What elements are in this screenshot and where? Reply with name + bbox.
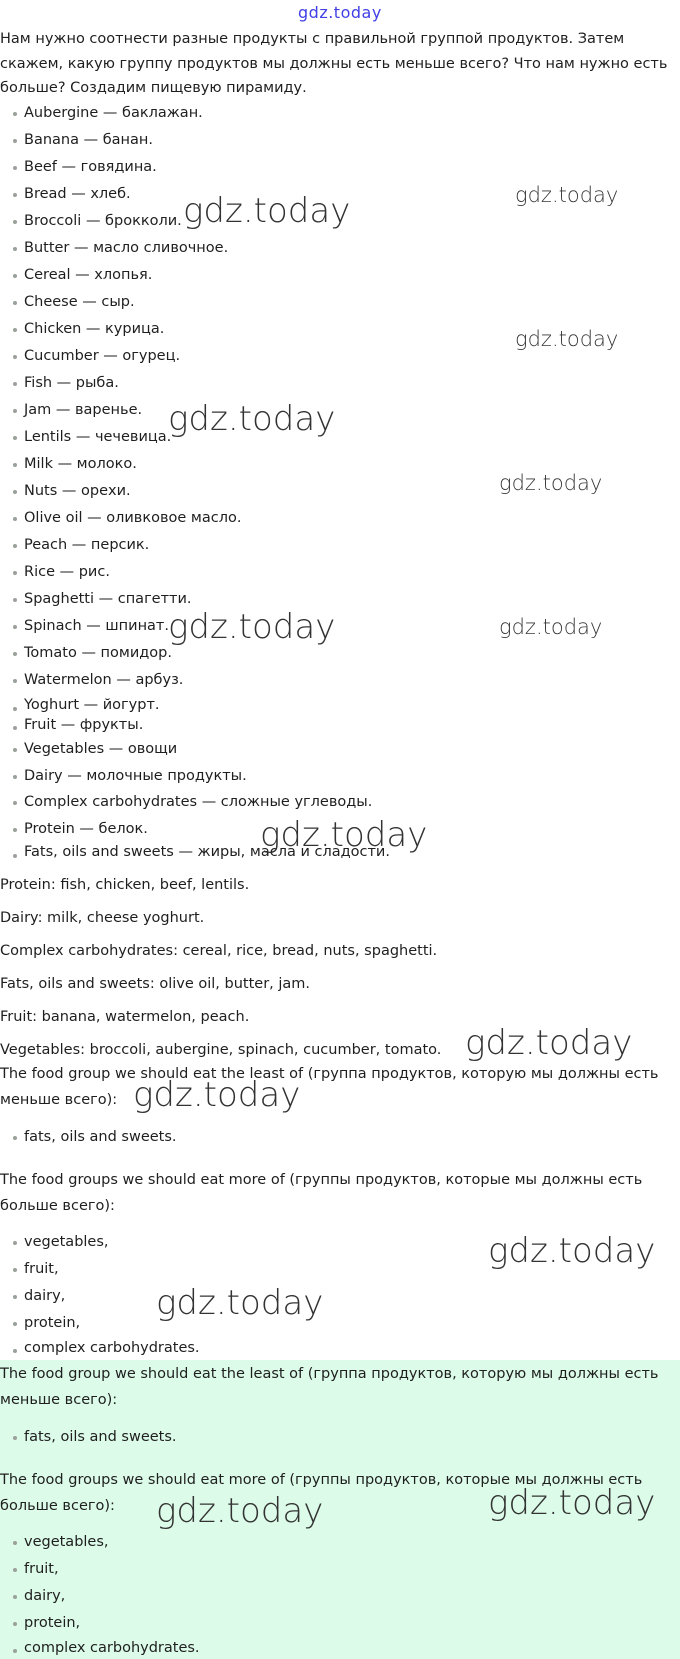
least-list-highlighted [12, 1424, 662, 1451]
list-item: vegetables, [12, 1229, 662, 1256]
site-logo[interactable]: gdz.today [298, 3, 382, 22]
watermark: gdz.today [499, 471, 603, 495]
list-item: fats, oils and sweets. [12, 1424, 662, 1451]
list-item: Cheese — сыр. [12, 289, 662, 316]
watermark: gdz.today [183, 191, 351, 231]
least-heading: The food group we should eat the least of (группа продуктов, которую мы должны есть меньше всего): [0, 1066, 659, 1108]
list-item: Beef — говядина. [12, 154, 662, 181]
list-item: Fruit — фрукты. [12, 714, 662, 736]
watermark: gdz.today [133, 1075, 301, 1115]
group-fruit: Fruit: banana, watermelon, peach. [0, 1009, 250, 1025]
list-item: Aubergine — баклажан. [12, 100, 662, 127]
list-item: Chicken — курица. [12, 316, 662, 343]
list-item: Yoghurt — йогурт. [12, 695, 662, 715]
list-item: Banana — банан. [12, 127, 662, 154]
list-item: Dairy — молочные продукты. [12, 763, 662, 790]
watermark: gdz.today [168, 399, 336, 439]
list-item: fats, oils and sweets. [12, 1124, 662, 1151]
watermark: gdz.today [515, 327, 619, 351]
list-item: fruit, [12, 1256, 662, 1283]
list-item: Peach — персик. [12, 532, 662, 559]
list-item: protein, [12, 1610, 662, 1637]
watermark: gdz.today [465, 1023, 633, 1063]
list-item: Vegetables — овощи [12, 736, 662, 763]
least-heading-highlighted: The food group we should eat the least of (группа продуктов, которую мы должны есть меньше всего): [0, 1366, 659, 1408]
watermark: gdz.today [515, 183, 619, 207]
list-item: Jam — варенье. [12, 397, 662, 424]
watermark: gdz.today [156, 1283, 324, 1323]
list-item: Butter — масло сливочное. [12, 235, 662, 262]
list-item: Protein — белок. [12, 816, 662, 843]
list-item: Spaghetti — спагетти. [12, 586, 662, 613]
list-item: Cereal — хлопья. [12, 262, 662, 289]
list-item: Lentils — чечевица. [12, 424, 662, 451]
yoghurt-list [12, 695, 662, 715]
list-item: Complex carbohydrates — сложные углеводы. [12, 789, 662, 816]
list-item: Fish — рыба. [12, 370, 662, 397]
list-item: complex carbohydrates. [12, 1337, 662, 1359]
group-complex-carbohydrates: Complex carbohydrates: cereal, rice, bread, nuts, spaghetti. [0, 943, 438, 959]
group-protein: Protein: fish, chicken, beef, lentils. [0, 877, 250, 893]
list-item: dairy, [12, 1283, 662, 1310]
list-item: Cucumber — огурец. [12, 343, 662, 370]
watermark: gdz.today [156, 1491, 324, 1531]
list-item: dairy, [12, 1583, 662, 1610]
list-item: vegetables, [12, 1529, 662, 1556]
list-item: Rice — рис. [12, 559, 662, 586]
more-list-highlighted [12, 1529, 662, 1659]
list-item: Olive oil — оливковое масло. [12, 505, 662, 532]
watermark: gdz.today [168, 607, 336, 647]
least-list [12, 1124, 662, 1151]
list-item: fruit, [12, 1556, 662, 1583]
watermark: gdz.today [488, 1483, 656, 1523]
watermark: gdz.today [499, 615, 603, 639]
list-item: Tomato — помидор. [12, 640, 662, 667]
group-vegetables: Vegetables: broccoli, aubergine, spinach, cucumber, tomato. [0, 1042, 442, 1058]
list-item: complex carbohydrates. [12, 1637, 662, 1659]
list-item: Bread — хлеб. [12, 181, 662, 208]
watermark: gdz.today [488, 1231, 656, 1271]
list-item: Milk — молоко. [12, 451, 662, 478]
list-item: Spinach — шпинат. [12, 613, 662, 640]
more-heading-highlighted: The food groups we should eat more of (группы продуктов, которые мы должны есть больше всего): [0, 1472, 643, 1514]
list-item: Watermelon — арбуз. [12, 667, 662, 694]
more-heading: The food groups we should eat more of (группы продуктов, которые мы должны есть больше всего): [0, 1172, 643, 1214]
group-fats-oils-sweets: Fats, oils and sweets: olive oil, butter, jam. [0, 976, 311, 992]
list-item: Fats, oils and sweets — жиры, масла и сладости. [12, 842, 662, 862]
list-item: Nuts — орехи. [12, 478, 662, 505]
intro-paragraph: Нам нужно соотнести разные продукты с правильной группой продуктов. Затем скажем, какую группу продуктов мы должны есть меньше всего? Что нам нужно есть больше? Создадим пищевую пирамиду. [0, 31, 668, 96]
group-dairy: Dairy: milk, cheese yoghurt. [0, 910, 205, 926]
watermark: gdz.today [260, 815, 428, 855]
list-item: Broccoli — брокколи. [12, 208, 662, 235]
list-item: protein, [12, 1310, 662, 1337]
